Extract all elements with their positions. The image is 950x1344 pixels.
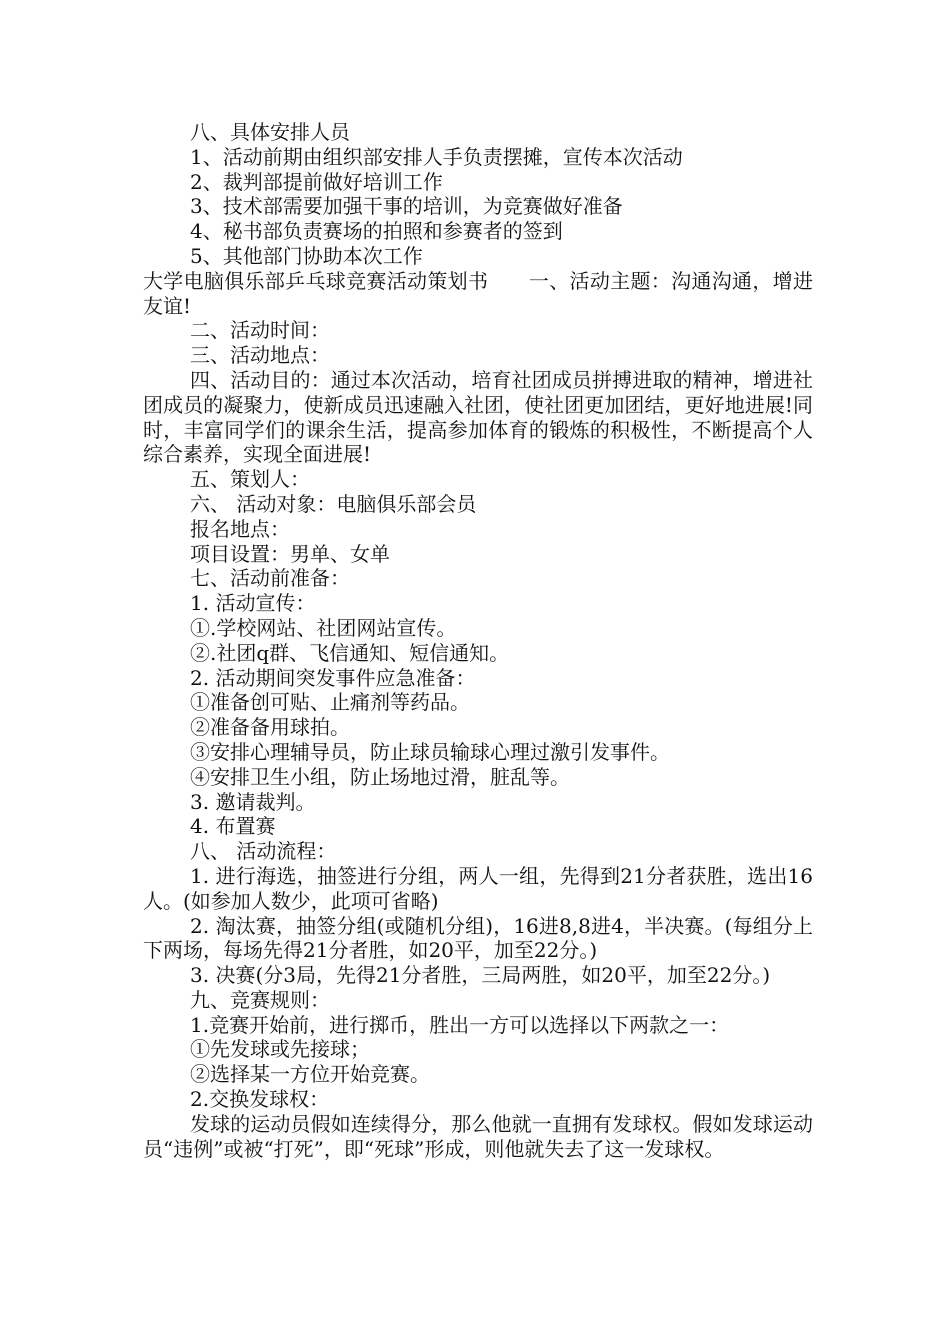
registration-location: 报名地点： [190,516,290,541]
staff-item-3: 3、技术部需要加强干事的培训，为竞赛做好准备 [190,194,623,219]
staff-item-1: 1、活动前期由组织部安排人手负责摆摊，宣传本次活动 [190,144,683,169]
process-step-2: 2. 淘汰赛，抽签分组(或随机分组)，16进8,8进4，半决赛。(每组分上下两场，每场先得21分者胜，如20平，加至22分。) [143,913,813,963]
section-heading-preparation: 七、活动前准备： [190,566,350,591]
prep-emergency-2: ②准备备用球拍。 [190,715,350,740]
prep-emergency-1: ①准备创可贴、止痛剂等药品。 [190,690,470,715]
activity-time: 二、活动时间： [190,318,330,343]
section-heading-process: 八、 活动流程： [190,839,337,864]
activity-target: 六、 活动对象：电脑俱乐部会员 [190,491,477,516]
activity-purpose: 四、活动目的：通过本次活动，培育社团成员拼搏进取的精神，增进社团成员的凝聚力，使新成员迅速融入社团，使社团更加团结，更好地进展!同时，丰富同学们的课余生活，提高参加体育的锻炼的积极性，不断提高个人综合素养，实现全面进展! [143,367,813,467]
process-step-3: 3. 决赛(分3局，先得21分者胜，三局两胜，如20平，加至22分。) [190,963,771,988]
prep-referee: 3. 邀请裁判。 [190,789,316,814]
prep-venue: 4. 布置赛 [190,814,276,839]
prep-emergency-4: ④安排卫生小组，防止场地过滑，脏乱等。 [190,764,570,789]
rule-coin-toss-option-2: ②选择某一方位开始竞赛。 [190,1062,430,1087]
rule-coin-toss-option-1: ①先发球或先接球； [190,1037,370,1062]
document-body [143,120,813,1161]
planner: 五、策划人： [190,467,310,492]
rule-serve-change-detail: 发球的运动员假如连续得分，那么他就一直拥有发球权。假如发球运动员“违例”或被“打死”，即“死球”形成，则他就失去了这一发球权。 [143,1111,813,1161]
prep-publicity: 1. 活动宣传： [190,591,316,616]
prep-emergency-3: ③安排心理辅导员，防止球员输球心理过激引发事件。 [190,739,670,764]
process-step-1: 1. 进行海选，抽签进行分组，两人一组，先得到21分者获胜，选出16人。(如参加人数少，此项可省略) [143,863,813,913]
prep-publicity-2: ②.社团q群、飞信通知、短信通知。 [190,640,510,665]
section-heading-rules: 九、竞赛规则： [190,987,330,1012]
staff-item-5: 5、其他部门协助本次工作 [190,243,423,268]
activity-location: 三、活动地点： [190,343,330,368]
event-categories: 项目设置：男单、女单 [190,541,390,566]
document-title-theme: 大学电脑俱乐部乒乓球竞赛活动策划书 一、活动主题：沟通沟通，增进友谊! [143,268,813,318]
rule-serve-change: 2.交换发球权： [190,1087,330,1112]
prep-emergency: 2. 活动期间突发事件应急准备： [190,665,476,690]
rule-coin-toss: 1.竞赛开始前，进行掷币，胜出一方可以选择以下两款之一： [190,1012,730,1037]
staff-item-2: 2、裁判部提前做好培训工作 [190,169,443,194]
prep-publicity-1: ①.学校网站、社团网站宣传。 [190,615,457,640]
staff-item-4: 4、秘书部负责赛场的拍照和参赛者的签到 [190,219,563,244]
section-heading-staff: 八、具体安排人员 [190,120,350,144]
